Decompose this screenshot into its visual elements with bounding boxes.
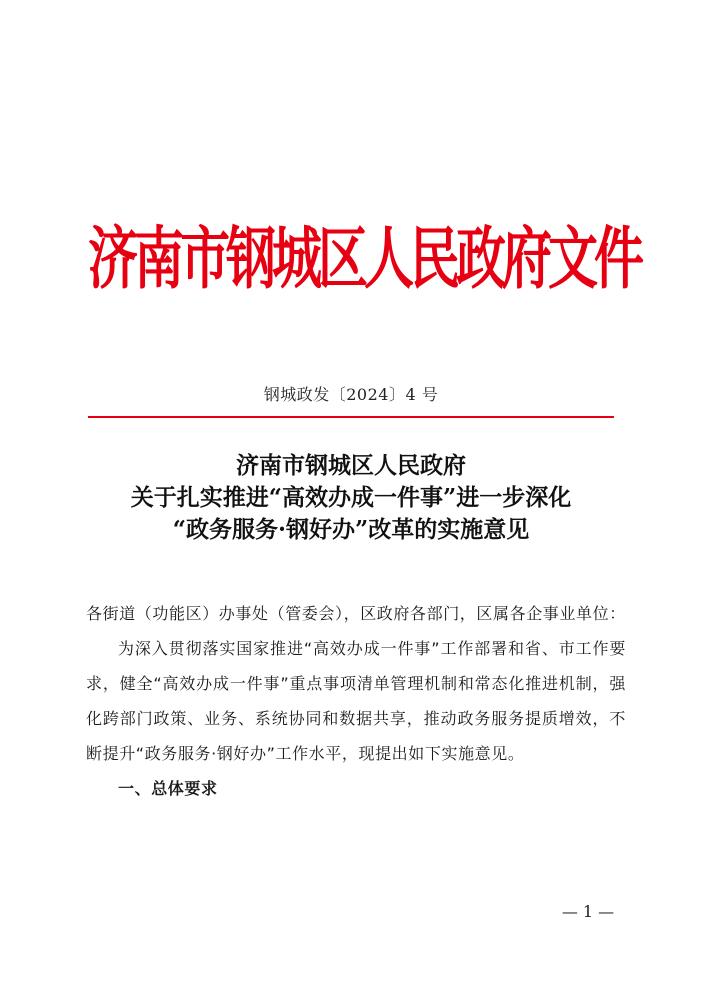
document-number: 钢城政发〔2024〕4 号 [263, 385, 439, 404]
page-number: — 1 — [561, 902, 615, 921]
document-title [70, 450, 632, 546]
document-body [86, 596, 626, 806]
issuing-authority-header: 济南市钢城区人民政府文件 [88, 218, 640, 299]
title-line-1: 济南市钢城区人民政府 [236, 452, 466, 479]
section-heading: 一、总体要求 [118, 779, 218, 798]
red-separator-line [88, 416, 614, 418]
title-line-2: 关于扎实推进“高效办成一件事”进一步深化 [130, 484, 572, 511]
salutation: 各街道（功能区）办事处（管委会），区政府各部门，区属各企事业单位： [86, 604, 626, 623]
title-line-3: “政务服务·钢好办”改革的实施意见 [172, 516, 530, 543]
body-paragraph: 为深入贯彻落实国家推进“高效办成一件事”工作部署和省、市工作要求，健全“高效办成一件事”重点事项清单管理机制和常态化推进机制，强化跨部门政策、业务、系统协同和数据共享，推动政务服务提质增效，不断提升“政务服务·钢好办”工作水平，现提出如下实施意见。 [86, 639, 626, 763]
